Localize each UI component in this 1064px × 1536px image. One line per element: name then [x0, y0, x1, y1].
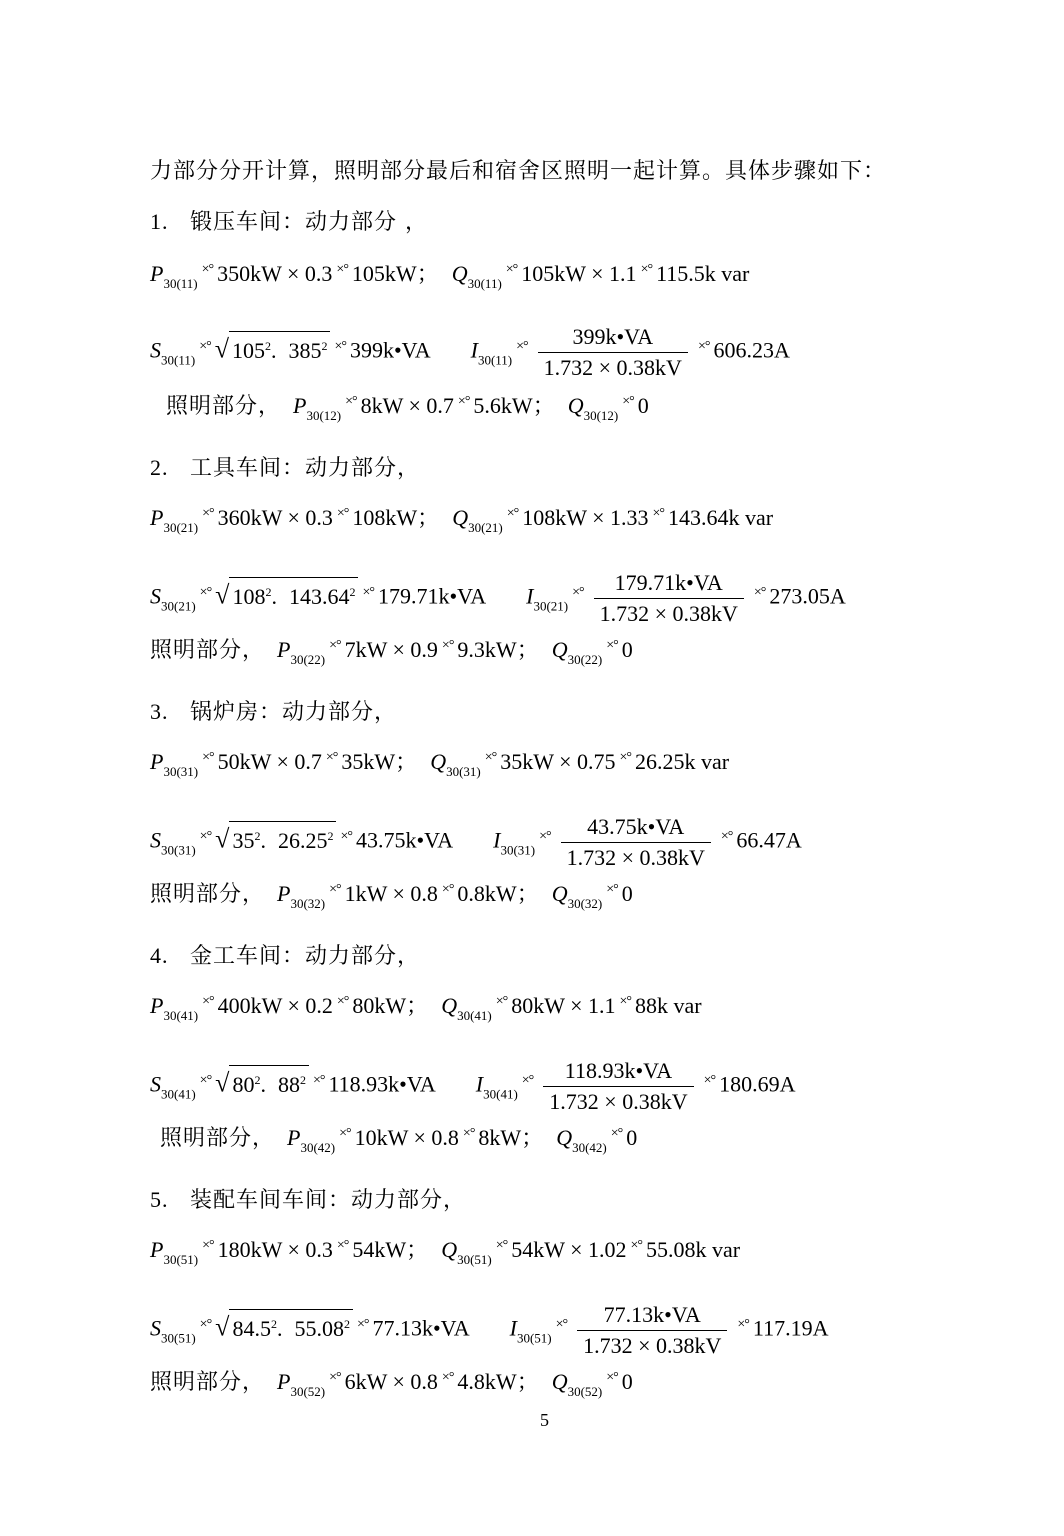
equals-glyph: ×° — [539, 828, 551, 844]
section-heading — [150, 452, 420, 485]
i-result: 66.47A — [736, 827, 802, 853]
p-symbol: P — [150, 261, 164, 286]
lp-subscript: 30(42) — [300, 1140, 336, 1155]
equals-glyph: ×° — [441, 882, 454, 897]
equals-glyph: ×° — [753, 584, 766, 600]
s-subscript: 30(51) — [161, 1330, 196, 1346]
lp-result: 4.8kW — [457, 1369, 517, 1394]
si-equation-line — [150, 322, 790, 383]
equals-glyph: ×° — [325, 750, 338, 765]
p-subscript: 30(11) — [163, 276, 198, 291]
section-title: 装配车间车间：动力部分， — [190, 1188, 467, 1213]
s-subscript: 30(21) — [161, 598, 196, 614]
lighting-line — [150, 1366, 633, 1408]
p-result: 105kW — [351, 261, 417, 286]
s-result: 43.75k•VA — [355, 827, 454, 853]
i-symbol: I — [509, 1315, 517, 1341]
sqrt-radicand — [229, 331, 331, 365]
s-symbol: S — [150, 1071, 161, 1097]
equals-glyph: ×° — [495, 1238, 508, 1253]
equals-glyph: ×° — [555, 1316, 568, 1332]
p-symbol: P — [150, 505, 164, 530]
q-expression: 105kW × 1.1 — [521, 261, 637, 286]
q-subscript: 30(21) — [468, 520, 503, 535]
p-result: 54kW — [352, 1237, 407, 1262]
op-dot: . — [270, 337, 277, 363]
q-result: 115.5k var — [656, 261, 750, 286]
fraction — [594, 568, 744, 629]
p-expression: 350kW × 0.3 — [217, 261, 333, 286]
section-number: 4. — [150, 943, 169, 968]
s-result: 118.93k•VA — [328, 1071, 436, 1097]
fraction-denominator: 1.732 × 0.38kV — [543, 355, 682, 380]
lq-result: 0 — [621, 881, 633, 906]
op-dot: . — [260, 1071, 266, 1097]
equals-glyph: ×° — [619, 994, 632, 1009]
si-equation-line — [150, 568, 846, 629]
i-symbol: I — [470, 337, 478, 363]
equals-glyph: ×° — [737, 1316, 749, 1332]
equals-glyph: ×° — [516, 338, 528, 354]
semicolon: ； — [395, 750, 419, 775]
lq-subscript: 30(32) — [567, 896, 603, 911]
section-number: 2. — [150, 455, 169, 480]
i-subscript: 30(11) — [477, 352, 513, 368]
equals-glyph: ×° — [199, 584, 212, 600]
q-expression: 108kW × 1.33 — [522, 505, 649, 530]
equals-glyph: ×° — [462, 1126, 475, 1141]
semicolon: ； — [406, 1238, 430, 1263]
sqrt-icon: √ — [215, 1068, 230, 1098]
s-term-a: 108 — [232, 583, 266, 609]
lq-symbol: Q — [551, 637, 568, 662]
lp-symbol: P — [293, 393, 307, 418]
lq-result: 0 — [621, 637, 633, 662]
i-subscript: 30(51) — [516, 1330, 552, 1346]
exponent: 2 — [270, 1316, 277, 1331]
i-result: 606.23A — [713, 337, 790, 363]
fraction-numerator: 43.75k•VA — [561, 812, 711, 843]
lp-subscript: 30(52) — [290, 1384, 326, 1399]
q-expression: 80kW × 1.1 — [511, 993, 616, 1018]
sqrt-radicand — [229, 577, 358, 611]
equals-glyph: ×° — [703, 1072, 716, 1088]
equals-glyph: ×° — [199, 1072, 212, 1088]
p-subscript: 30(31) — [163, 764, 199, 779]
i-result: 180.69A — [719, 1071, 796, 1097]
equals-glyph: ×° — [606, 882, 618, 897]
equals-glyph: ×° — [345, 394, 357, 409]
exponent: 2 — [265, 584, 272, 599]
equals-glyph: ×° — [202, 750, 214, 765]
equals-glyph: ×° — [312, 1072, 325, 1088]
lq-result: 0 — [626, 1125, 638, 1150]
s-term-b: 385 — [288, 337, 322, 363]
equals-glyph: ×° — [505, 262, 518, 277]
lq-result: 0 — [621, 1369, 633, 1394]
i-result: 117.19A — [752, 1315, 829, 1341]
sqrt-radicand — [229, 821, 336, 855]
lp-result: 8kW — [478, 1125, 522, 1150]
p-expression: 360kW × 0.3 — [217, 505, 333, 530]
sqrt-radicand — [229, 1309, 353, 1343]
i-result: 273.05A — [769, 583, 846, 609]
lq-symbol: Q — [556, 1125, 573, 1150]
equals-glyph: ×° — [202, 1238, 214, 1253]
equals-glyph: ×° — [336, 506, 349, 521]
equals-glyph: ×° — [457, 394, 470, 409]
q-result: 55.08k var — [646, 1237, 741, 1262]
lq-subscript: 30(52) — [567, 1384, 603, 1399]
lp-result: 5.6kW — [473, 393, 533, 418]
lp-subscript: 30(12) — [306, 408, 342, 423]
lighting-label: 照明部分， — [160, 1126, 276, 1151]
q-symbol: Q — [430, 749, 447, 774]
fraction-denominator: 1.732 × 0.38kV — [549, 1089, 688, 1114]
lighting-line — [150, 634, 633, 676]
exponent: 2 — [299, 1072, 306, 1087]
pq-equation-line — [150, 990, 702, 1032]
semicolon: ； — [521, 1126, 545, 1151]
equals-glyph: ×° — [606, 1370, 618, 1385]
section-number: 5. — [150, 1187, 169, 1212]
equals-glyph: ×° — [329, 1370, 341, 1385]
exponent: 2 — [343, 1316, 350, 1331]
equals-glyph: ×° — [640, 262, 653, 277]
sqrt-icon: √ — [215, 580, 230, 610]
pq-equation-line — [150, 746, 729, 788]
p-result: 108kW — [352, 505, 418, 530]
equals-glyph: ×° — [441, 1370, 454, 1385]
lp-subscript: 30(32) — [290, 896, 326, 911]
lp-subscript: 30(22) — [290, 652, 326, 667]
lp-symbol: P — [277, 881, 291, 906]
s-result: 179.71k•VA — [377, 583, 487, 609]
op-dot: . — [276, 1315, 283, 1341]
equals-glyph: ×° — [697, 338, 710, 354]
lq-symbol: Q — [551, 881, 568, 906]
pq-equation-line — [150, 502, 773, 544]
lighting-label: 照明部分， — [166, 394, 282, 419]
p-subscript: 30(51) — [163, 1252, 199, 1267]
intro-text: 力部分分开计算，照明部分最后和宿舍区照明一起计算。具体步骤如下： — [150, 159, 887, 184]
semicolon: ； — [516, 882, 540, 907]
lp-expression: 8kW × 0.7 — [360, 393, 454, 418]
equals-glyph: ×° — [336, 262, 348, 277]
lq-subscript: 30(42) — [572, 1140, 607, 1155]
q-result: 88k var — [635, 993, 702, 1018]
lp-expression: 1kW × 0.8 — [344, 881, 438, 906]
s-term-a: 80 — [232, 1071, 255, 1097]
equals-glyph: ×° — [199, 828, 212, 844]
lp-expression: 7kW × 0.9 — [344, 637, 438, 662]
q-result: 26.25k var — [635, 749, 730, 774]
p-expression: 50kW × 0.7 — [217, 749, 322, 774]
lighting-line — [166, 390, 649, 432]
fraction — [561, 812, 711, 873]
pq-equation-line — [150, 1234, 740, 1276]
op-dot: . — [271, 583, 277, 609]
p-result: 35kW — [341, 749, 396, 774]
s-term-b: 88 — [277, 1071, 300, 1097]
p-subscript: 30(21) — [163, 520, 199, 535]
semicolon: ； — [416, 262, 440, 287]
equals-glyph: ×° — [329, 882, 341, 897]
equals-glyph: ×° — [622, 394, 634, 409]
si-equation-line — [150, 1056, 795, 1117]
lighting-label: 照明部分， — [150, 882, 266, 907]
equals-glyph: ×° — [572, 584, 584, 600]
equals-glyph: ×° — [630, 1238, 643, 1253]
lq-symbol: Q — [551, 1369, 568, 1394]
i-symbol: I — [475, 1071, 484, 1097]
i-symbol: I — [493, 827, 501, 853]
op-dot: . — [260, 827, 266, 853]
lp-result: 9.3kW — [457, 637, 517, 662]
equals-glyph: ×° — [199, 338, 211, 354]
sqrt-radicand — [229, 1065, 309, 1099]
semicolon: ； — [532, 394, 556, 419]
section-title: 锻压车间：动力部分 ， — [190, 210, 428, 235]
equals-glyph: ×° — [495, 994, 508, 1009]
si-equation-line — [150, 812, 802, 873]
equals-glyph: ×° — [201, 262, 214, 277]
equals-glyph: ×° — [441, 638, 454, 653]
p-subscript: 30(41) — [163, 1008, 199, 1023]
s-symbol: S — [150, 1315, 161, 1341]
semicolon: ； — [417, 506, 441, 531]
p-symbol: P — [150, 749, 164, 774]
s-subscript: 30(41) — [161, 1086, 196, 1102]
equals-glyph: ×° — [652, 506, 665, 521]
q-subscript: 30(51) — [457, 1252, 492, 1267]
section-title: 锅炉房：动力部分， — [190, 700, 398, 725]
fraction — [543, 1056, 693, 1117]
section-heading — [150, 696, 397, 729]
fraction — [577, 1300, 727, 1361]
s-term-a: 35 — [232, 827, 255, 853]
lp-symbol: P — [277, 637, 291, 662]
i-subscript: 30(31) — [500, 842, 536, 858]
section-title: 金工车间：动力部分， — [190, 944, 421, 969]
section-heading — [150, 940, 420, 973]
exponent: 2 — [321, 338, 328, 353]
equals-glyph: ×° — [334, 338, 346, 354]
i-subscript: 30(41) — [483, 1086, 518, 1102]
section-heading — [150, 1184, 466, 1217]
q-expression: 35kW × 0.75 — [500, 749, 616, 774]
fraction-numerator: 77.13k•VA — [577, 1300, 727, 1331]
pq-equation-line — [150, 258, 749, 300]
equals-glyph: ×° — [356, 1316, 369, 1332]
equals-glyph: ×° — [720, 828, 733, 844]
q-symbol: Q — [441, 993, 458, 1018]
equals-glyph: ×° — [329, 638, 341, 653]
s-symbol: S — [150, 827, 161, 853]
exponent: 2 — [327, 828, 334, 843]
semicolon: ； — [516, 1370, 540, 1395]
equals-glyph: ×° — [336, 1238, 349, 1253]
exponent: 2 — [349, 584, 356, 599]
p-expression: 180kW × 0.3 — [217, 1237, 333, 1262]
p-expression: 400kW × 0.2 — [217, 993, 333, 1018]
fraction-denominator: 1.732 × 0.38kV — [599, 601, 738, 626]
s-term-a: 84.5 — [232, 1315, 271, 1341]
s-result: 77.13k•VA — [372, 1315, 470, 1341]
equals-glyph: ×° — [199, 1316, 212, 1332]
lighting-label: 照明部分， — [150, 638, 266, 663]
equals-glyph: ×° — [336, 994, 349, 1009]
exponent: 2 — [254, 828, 261, 843]
s-term-b: 26.25 — [277, 827, 328, 853]
sqrt-icon: √ — [215, 1312, 230, 1342]
equals-glyph: ×° — [610, 1126, 623, 1141]
s-subscript: 30(11) — [161, 352, 196, 368]
equals-glyph: ×° — [484, 750, 497, 765]
equals-glyph: ×° — [339, 1126, 351, 1141]
fraction-denominator: 1.732 × 0.38kV — [583, 1333, 722, 1358]
q-subscript: 30(41) — [457, 1008, 492, 1023]
s-term-a: 105 — [231, 337, 265, 363]
q-symbol: Q — [452, 505, 469, 530]
s-symbol: S — [150, 337, 161, 363]
equals-glyph: ×° — [619, 750, 632, 765]
q-symbol: Q — [451, 261, 468, 286]
section-title: 工具车间：动力部分， — [190, 456, 421, 481]
lp-symbol: P — [277, 1369, 291, 1394]
fraction — [538, 322, 688, 383]
lq-subscript: 30(12) — [583, 408, 619, 423]
p-symbol: P — [150, 993, 164, 1018]
p-symbol: P — [150, 1237, 164, 1262]
lp-result: 0.8kW — [457, 881, 517, 906]
si-equation-line — [150, 1300, 828, 1361]
equals-glyph: ×° — [521, 1072, 534, 1088]
lp-expression: 6kW × 0.8 — [344, 1369, 438, 1394]
lighting-label: 照明部分， — [150, 1370, 266, 1395]
lq-symbol: Q — [567, 393, 584, 418]
semicolon: ； — [516, 638, 540, 663]
equals-glyph: ×° — [506, 506, 519, 521]
lq-result: 0 — [637, 393, 649, 418]
q-result: 143.64k var — [668, 505, 774, 530]
equals-glyph: ×° — [362, 584, 374, 600]
p-result: 80kW — [352, 993, 407, 1018]
sqrt-icon: √ — [214, 334, 229, 364]
q-expression: 54kW × 1.02 — [511, 1237, 627, 1262]
q-subscript: 30(11) — [467, 276, 502, 291]
s-term-b: 143.64 — [288, 583, 350, 609]
s-symbol: S — [150, 583, 161, 609]
exponent: 2 — [254, 1072, 261, 1087]
section-number: 1. — [150, 209, 169, 234]
semicolon: ； — [406, 994, 430, 1019]
lq-subscript: 30(22) — [567, 652, 603, 667]
page-number: 5 — [540, 1410, 549, 1430]
fraction-numerator: 118.93k•VA — [543, 1056, 693, 1087]
q-symbol: Q — [441, 1237, 458, 1262]
s-result: 399k•VA — [349, 337, 431, 363]
fraction-numerator: 399k•VA — [538, 322, 688, 353]
lighting-line — [160, 1122, 637, 1164]
fraction-numerator: 179.71k•VA — [594, 568, 744, 599]
s-subscript: 30(31) — [161, 842, 196, 858]
sqrt-icon: √ — [215, 824, 230, 854]
section-heading — [150, 206, 428, 239]
s-term-b: 55.08 — [294, 1315, 344, 1341]
equals-glyph: ×° — [202, 994, 214, 1009]
equals-glyph: ×° — [340, 828, 352, 844]
fraction-denominator: 1.732 × 0.38kV — [566, 845, 705, 870]
section-number: 3. — [150, 699, 169, 724]
equals-glyph: ×° — [202, 506, 214, 521]
i-subscript: 30(21) — [533, 598, 569, 614]
equals-glyph: ×° — [606, 638, 618, 653]
lp-expression: 10kW × 0.8 — [354, 1125, 459, 1150]
q-subscript: 30(31) — [446, 764, 481, 779]
lp-symbol: P — [287, 1125, 301, 1150]
exponent: 2 — [264, 338, 271, 353]
lighting-line — [150, 878, 633, 920]
i-symbol: I — [526, 583, 534, 609]
